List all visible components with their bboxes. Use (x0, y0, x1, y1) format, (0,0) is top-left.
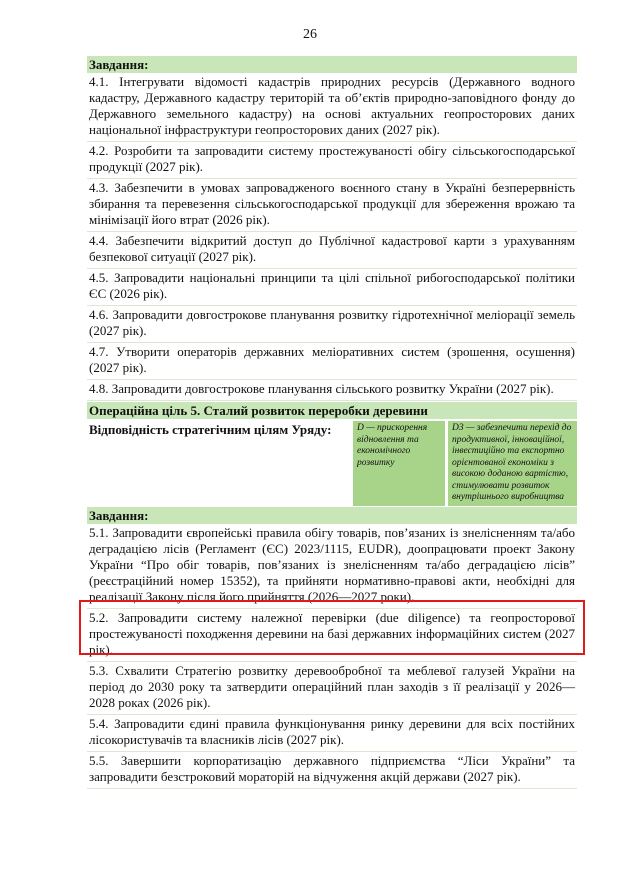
task-item: 4.8. Запровадити довгострокове планування сільського розвитку України (2027 рік). (87, 380, 577, 401)
task-item: 4.2. Розробити та запровадити систему простежуваності обігу сільськогосподарської продукції (2027 рік). (87, 142, 577, 179)
task-item: 5.5. Завершити корпоратизацію державного підприємства “Ліси України” та запровадити безстроковий мораторій на відчуження акцій держави (2027 рік). (87, 752, 577, 789)
task-list-2 (87, 524, 577, 789)
document-body (87, 55, 577, 789)
page-number: 26 (303, 27, 317, 42)
goal-d-cell: D — прискорення відновлення та економічного розвитку (353, 421, 445, 506)
task-item: 4.5. Запровадити національні принципи та цілі спільної рибогосподарської політики ЄС (2026 рік). (87, 269, 577, 306)
operational-objective-title: Операційна ціль 5. Сталий розвиток переробки деревини (87, 402, 577, 419)
task-item: 4.3. Забезпечити в умовах запровадженого воєнного стану в Україні безперервність збирання та перевезення сільськогосподарської продукції для збереження врожаю та мінімізації його втрат (2026 рік). (87, 179, 577, 232)
task-item: 5.3. Схвалити Стратегію розвитку деревообробної та меблевої галузей України на період до 2030 року та затвердити операційний план заходів з її реалізації у 2026—2028 роках (2026 рік). (87, 662, 577, 715)
tasks-header-1: Завдання: (87, 56, 577, 73)
goal-d3-cell: D3 — забезпечити перехід до продуктивної, інноваційної, інвестиційно та експортно орієнтованої економіки з високою доданою вартістю, стимулювати розвиток внутрішнього виробництва (448, 421, 577, 506)
task-item: 5.4. Запровадити єдині правила функціонування ринку деревини для всіх постійних лісокористувачів та власників лісів (2027 рік). (87, 715, 577, 752)
task-item: 4.1. Інтегрувати відомості кадастрів природних ресурсів (Державного водного кадастру, Державного кадастру територій та об’єктів природно-заповідного фонду до Державного земельного кадастру) на основі актуальних геопросторових даних національної інфраструктури геопросторових даних (2027 рік). (87, 73, 577, 142)
alignment-label: Відповідність стратегічним цілям Уряду: (89, 422, 332, 437)
highlight-box (79, 600, 585, 655)
task-item: 4.4. Забезпечити відкритий доступ до Публічної кадастрової карти з урахуванням безпекової ситуації (2027 рік). (87, 232, 577, 269)
tasks-header-2: Завдання: (87, 507, 577, 524)
task-list-1 (87, 73, 577, 401)
task-item: 4.7. Утворити операторів державних меліоративних систем (зрошення, осушення) (2027 рік). (87, 343, 577, 380)
task-item: 5.1. Запровадити європейські правила обігу товарів, пов’язаних із знелісненням та/або деградацією лісів (Регламент (ЄС) 2023/1115, EUDR), доопрацювати проект Закону України “Про обіг товарів, пов’язаних із знелісненням та/або деградацією лісів” (реєстраційний номер 15352), та прийняти нормативно-правові акти, необхідні для реалізації Закону після його прийняття (2026—2027 роки). (87, 524, 577, 609)
task-item-highlighted: 5.2. Запровадити систему належної перевірки (due diligence) та геопросторової простежуваності походження деревини на базі державних інформаційних систем (2027 рік). (87, 609, 577, 662)
task-item: 4.6. Запровадити довгострокове планування розвитку гідротехнічної меліорації земель (2027 рік). (87, 306, 577, 343)
strategic-goals-row (87, 421, 577, 506)
